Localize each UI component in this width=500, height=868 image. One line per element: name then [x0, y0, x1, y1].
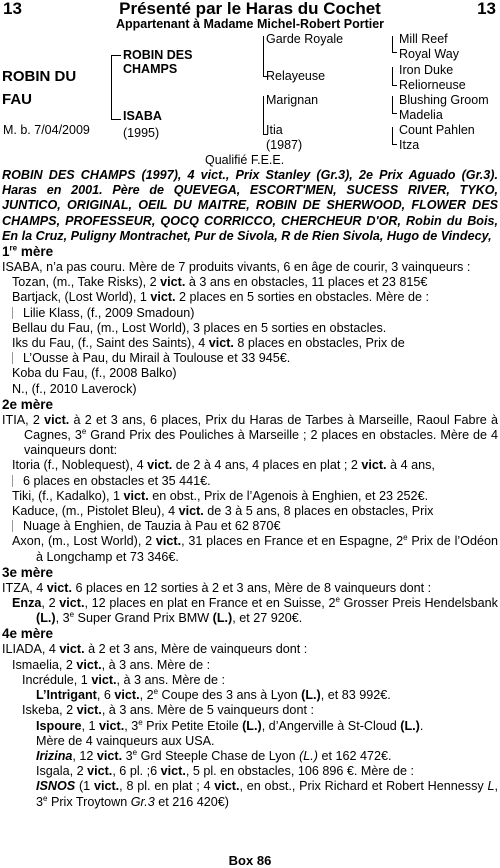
dam-year: (1995): [123, 126, 160, 140]
produce-line: L’Intrigant, 6 vict., 2e Coupe des 3 ans à Lyon (L.), et 83 992€.: [36, 686, 391, 703]
produce-line: Nuage à Enghien, de Tauzia à Pau et 62 870€: [2, 519, 498, 534]
bracket-line: [263, 36, 264, 76]
sire-sire: Garde Royale: [266, 32, 344, 46]
pedigree-notes: [2, 168, 498, 810]
produce-line: Tiki, (f., Kadalko), 1 vict. en obst., Prix de l’Agenois à Enghien, et 23 252€.: [12, 488, 429, 503]
gen3-5: Blushing Groom: [399, 93, 489, 107]
produce-line: ISNOS (1 vict., 8 pl. en plat ; 4 vict., en obst., Prix Richard et Robert Hennessy L, 3e Prix Troytown Gr.3 et 216 420€): [36, 779, 498, 809]
dam-text: ISABA, n’a pas couru. Mère de 7 produits vivants, 6 en âge de courir, 3 vainqueurs :: [2, 260, 471, 275]
produce-line: Axon, (m., Lost World), 2 vict., 31 places en France et en Espagne, 2e Prix de l’Odéon à Longchamp et 73 346€.: [12, 533, 498, 564]
horse-name: ROBIN DU FAU: [2, 68, 77, 108]
sire-name: ROBIN DES CHAMPS: [123, 48, 193, 76]
produce-line: Tozan, (m., Take Risks), 2 vict. à 3 ans en obstacles, 11 places et 23 815€: [12, 275, 428, 290]
sire-summary: ROBIN DES CHAMPS (1997), 4 vict., Prix Stanley (Gr.3), 2e Prix Aguado (Gr.3). Haras en 2001. Père de QUEVEGA, ESCORT'MEN, SUCESS RIVER, TYKO, JUNTICO, ORIGINAL, OEIL DU MAITRE, ROBIN DE SHERWOOD, FLOWER DES CHAMPS, PROFESSEUR, QOCQ CORRICCO, CHERCHEUR D'OR, Robin du Bois, En la Cruz, Puligny Montrachet, Pur de Sivola, R de Rien Sivola, Hugo de Vindecy,: [2, 168, 498, 243]
dam-text: ITZA, 4 vict. 6 places en 12 sorties à 2 et 3 ans, Mère de 8 vainqueurs dont :: [2, 580, 432, 595]
dam-dam: Itia: [266, 123, 283, 137]
produce-line: L’Ousse à Pau, du Mirail à Toulouse et 33 945€.: [2, 351, 498, 366]
dam-text: ITIA, 2 vict. à 2 et 3 ans, 6 places, Prix du Haras de Tarbes à Marseille, Raoul Fabre à Cagnes, 3e Grand Prix des Pouliches à Marseille ; 2 places en obstacles. Mère de 4 vainqueurs dont:: [2, 412, 498, 458]
gen3-3: Iron Duke: [399, 63, 454, 77]
produce-line: Ismaelia, 2 vict., à 3 ans. Mère de :: [12, 657, 211, 672]
gen3-6: Madelia: [399, 108, 443, 122]
produce-line: Iks du Fau, (f., Saint des Saints), 4 vict. 8 places en obstacles, Prix de: [12, 336, 405, 351]
produce-line: Bellau du Fau, (m., Lost World), 3 places en 5 sorties en obstacles.: [12, 320, 387, 335]
bracket-line: [392, 127, 393, 144]
produce-line: Incrédule, 1 vict., à 3 ans. Mère de :: [22, 672, 226, 687]
sire-dam: Relayeuse: [266, 69, 326, 83]
bracket-line: [392, 85, 397, 86]
dam-name: ISABA: [123, 109, 162, 123]
produce-line: Lilie Klass, (f., 2009 Smadoun): [2, 306, 498, 321]
bracket-line: [392, 144, 397, 145]
gen3-2: Royal Way: [399, 47, 459, 61]
birth-info: M. b. 7/04/2009: [3, 123, 90, 137]
produce-line: Koba du Fau, (f., 2008 Balko): [12, 366, 177, 381]
dam-text: ILIADA, 4 vict. à 2 et 3 ans, Mère de vainqueurs dont :: [2, 642, 308, 657]
bracket-line: [392, 113, 397, 114]
bracket-line: [392, 96, 393, 113]
bracket-line: [111, 55, 112, 119]
produce-line: Mère de 4 vainqueurs aux USA.: [36, 733, 215, 748]
bracket-line: [392, 52, 397, 53]
section-second-dam: 2e mère: [2, 396, 54, 412]
pedigree-table: [0, 31, 500, 168]
gen3-7: Count Pahlen: [399, 123, 475, 137]
qualification: Qualifié F.E.E.: [205, 153, 285, 167]
produce-line: Itoria (f., Noblequest), 4 vict. de 2 à 4 ans, 4 places en plat ; 2 vict. à 4 ans,: [12, 458, 435, 473]
lot-number-right: 13: [477, 0, 496, 18]
produce-line: N., (f., 2010 Laverock): [12, 381, 137, 396]
produce-line: Irizina, 12 vict. 3e Grd Steeple Chase de Lyon (L.) et 162 472€.: [36, 747, 392, 763]
produce-line: Ispoure, 1 vict., 3e Prix Petite Etoile (L.), d’Angerville à St-Cloud (L.).: [36, 717, 424, 733]
section-third-dam: 3e mère: [2, 564, 54, 580]
section-first-dam: 1re mère: [2, 243, 54, 260]
produce-line: Enza, 2 vict., 12 places en plat en France et en Suisse, 2e Grosser Preis Hendelsbank (L.), 3e Super Grand Prix BMW (L.), et 27 920€.: [12, 594, 498, 626]
bracket-line: [111, 55, 121, 56]
produce-line: Isgala, 2 vict., 6 pl. ;6 vict., 5 pl. en obstacles, 106 896 €. Mère de :: [36, 764, 415, 779]
bracket-line: [111, 119, 121, 120]
bracket-line: [263, 96, 264, 134]
bracket-line: [392, 36, 393, 52]
produce-line: Bartjack, (Lost World), 1 vict. 2 places en 5 sorties en obstacles. Mère de :: [12, 290, 429, 305]
page-title: Présenté par le Haras du Cochet: [119, 0, 381, 18]
lot-number-left: 13: [3, 0, 22, 18]
produce-line: 6 places en obstacles et 35 441€.: [2, 474, 498, 489]
gen3-8: Itza: [399, 138, 420, 152]
dam-dam-year: (1987): [266, 138, 303, 152]
bracket-line: [392, 67, 393, 85]
produce-line: Iskeba, 2 vict., à 3 ans. Mère de 5 vainqueurs dont :: [22, 703, 314, 718]
consignor: Appartenant à Madame Michel-Robert Portier: [115, 17, 385, 31]
box-number: Box 86: [228, 853, 272, 868]
gen3-4: Reliorneuse: [399, 78, 466, 92]
section-fourth-dam: 4e mère: [2, 626, 54, 642]
gen3-1: Mill Reef: [399, 32, 448, 46]
produce-line: Kaduce, (m., Pistolet Bleu), 4 vict. de 3 à 5 ans, 8 places en obstacles, Prix: [12, 504, 434, 519]
dam-sire: Marignan: [266, 93, 319, 107]
